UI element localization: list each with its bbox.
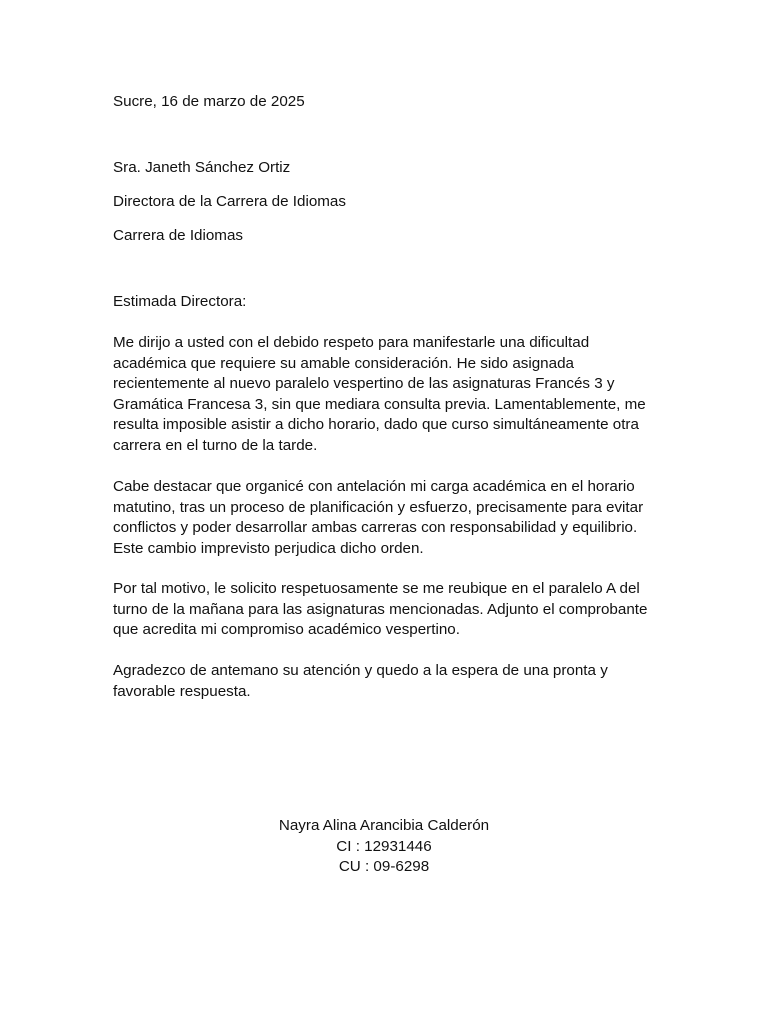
- paragraph-line: carrera en el turno de la tarde.: [113, 436, 318, 454]
- paragraph-line: Agradezco de antemano su atención y quedo a la espera de una pronta y: [113, 662, 608, 679]
- paragraph-line: conflictos y poder desarrollar ambas carreras con responsabilidad y equilibrio.: [113, 519, 638, 537]
- paragraph-line: resulta imposible asistir a dicho horario, dado que curso simultáneamente otra: [113, 416, 639, 434]
- body-paragraph-1: [113, 333, 658, 457]
- signature-block: [0, 816, 768, 878]
- paragraph-line: recientemente al nuevo paralelo vespertino de las asignaturas Francés 3 y: [113, 375, 615, 393]
- body-paragraph-4: [113, 661, 658, 702]
- recipient-position: Directora de la Carrera de Idiomas: [113, 193, 346, 210]
- paragraph-line: Este cambio imprevisto perjudica dicho orden.: [113, 539, 424, 557]
- signatory-ci: CI : 12931446: [336, 837, 432, 855]
- recipient-department: Carrera de Idiomas: [113, 227, 243, 244]
- paragraph-line: que acredita mi compromiso académico vespertino.: [113, 621, 460, 639]
- paragraph-line: Gramática Francesa 3, sin que mediara consulta previa. Lamentablemente, me: [113, 395, 646, 413]
- recipient-name: Sra. Janeth Sánchez Ortiz: [113, 159, 291, 176]
- body-paragraph-3: [113, 579, 658, 641]
- paragraph-line: turno de la mañana para las asignaturas mencionadas. Adjunto el comprobante: [113, 600, 648, 618]
- salutation: Estimada Directora:: [113, 293, 247, 310]
- signatory-name: Nayra Alina Arancibia Calderón: [278, 817, 490, 834]
- body-paragraph-2: [113, 477, 658, 559]
- place-date: Sucre, 16 de marzo de 2025: [113, 93, 305, 110]
- paragraph-line: favorable respuesta.: [113, 682, 251, 700]
- paragraph-line: académica que requiere su amable consideración. He sido asignada: [113, 354, 574, 372]
- signatory-cu: CU : 09-6298: [338, 858, 430, 876]
- paragraph-line: matutino, tras un proceso de planificación y esfuerzo, precisamente para evitar: [113, 498, 644, 516]
- paragraph-line: Por tal motivo, le solicito respetuosamente se me reubique en el paralelo A del: [113, 580, 640, 597]
- paragraph-line: Cabe destacar que organicé con antelación mi carga académica en el horario: [113, 478, 635, 495]
- paragraph-line: Me dirijo a usted con el debido respeto para manifestarle una dificultad: [113, 334, 590, 351]
